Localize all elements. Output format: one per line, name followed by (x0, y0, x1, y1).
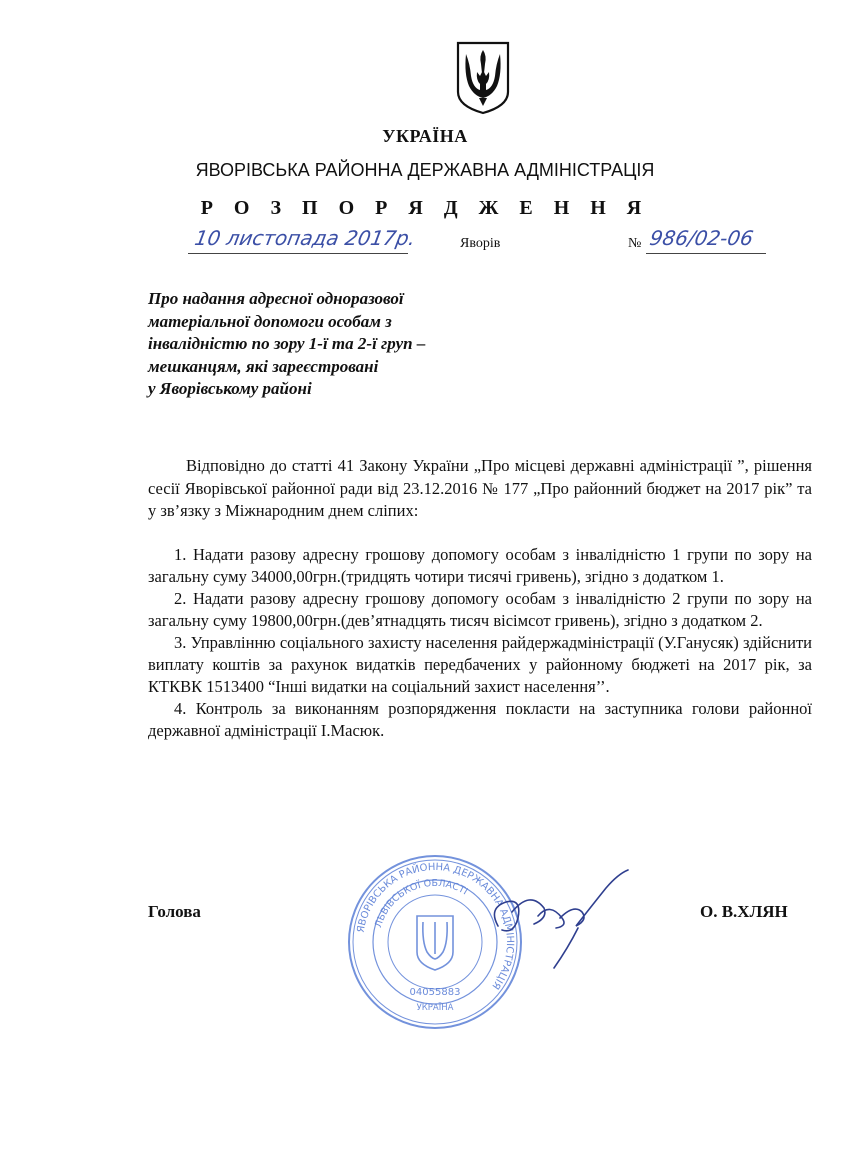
seal-trident-icon (417, 916, 453, 970)
preamble-paragraph: Відповідно до статті 41 Закону України „Про місцеві державні адміністрації ”, рішення сесії Яворівської районної ради від 23.12.2016 № 177 „Про районний бюджет на 2017 рік” та у зв’язку з Міжнародним днем сліпих: (148, 456, 812, 520)
subject-line: матеріальної допомоги особам з (148, 311, 392, 331)
coat-of-arms-icon (455, 40, 511, 116)
subject-line: у Яворівському районі (148, 379, 312, 398)
seal-outer-text: ЯВОРІВСЬКА РАЙОННА ДЕРЖАВНА АДМІНІСТРАЦІЯ (355, 861, 516, 991)
order-item-3: 3. Управлінню соціального захисту населення райдержадміністрації (У.Ганусяк) здійснити виплату коштів за рахунок видатків передбачених у районному бюджеті на 2017 рік, за КТКВК 1513400 “Інші видатки на соціальний захист населення’’. (148, 633, 812, 696)
subject-line: мешканцям, які зареєстровані (148, 356, 379, 376)
handwritten-number: 986/02-06 (647, 226, 756, 250)
order-items (148, 544, 812, 742)
order-item-1: 1. Надати разову адресну грошову допомогу особам з інвалідністю 1 групи по зору на загальну суму 34000,00грн.(тридцять чотири тисячі гривень), згідно з додатком 1. (148, 545, 812, 586)
document-subject (148, 288, 508, 401)
order-item-2: 2. Надати разову адресну грошову допомогу особам з інвалідністю 2 групи по зору на загальну суму 19800,00грн.(дев’ятнадцять тисяч вісімсот гривень), згідно з додатком 2. (148, 589, 812, 630)
handwritten-signature (478, 868, 638, 978)
place-label: Яворів (460, 236, 501, 251)
seal-code: 04055883 (409, 987, 461, 998)
number-sign: № (628, 236, 642, 251)
subject-line: Про надання адресної одноразової (148, 289, 404, 308)
order-item-4: 4. Контроль за виконанням розпорядження покласти на заступника голови районної державної адміністрації І.Масюк. (148, 699, 812, 740)
seal-bottom-text: УКРАЇНА (416, 1003, 454, 1013)
document-type-heading: Р О З П О Р Я Д Ж Е Н Н Я (200, 197, 650, 219)
signatory-title: Голова (148, 902, 201, 921)
subject-line: інвалідністю по зору 1-ї та 2-ї груп – (148, 334, 426, 353)
seal-inner-text: ЛЬВІВСЬКОЇ ОБЛАСТІ (373, 877, 470, 930)
country-heading: УКРАЇНА (382, 126, 468, 146)
administration-heading: ЯВОРІВСЬКА РАЙОННА ДЕРЖАВНА АДМІНІСТРАЦІЯ (195, 160, 655, 180)
handwritten-date: 10 листопада 2017р. (192, 226, 418, 250)
signatory-name: О. В.ХЛЯН (700, 902, 788, 921)
